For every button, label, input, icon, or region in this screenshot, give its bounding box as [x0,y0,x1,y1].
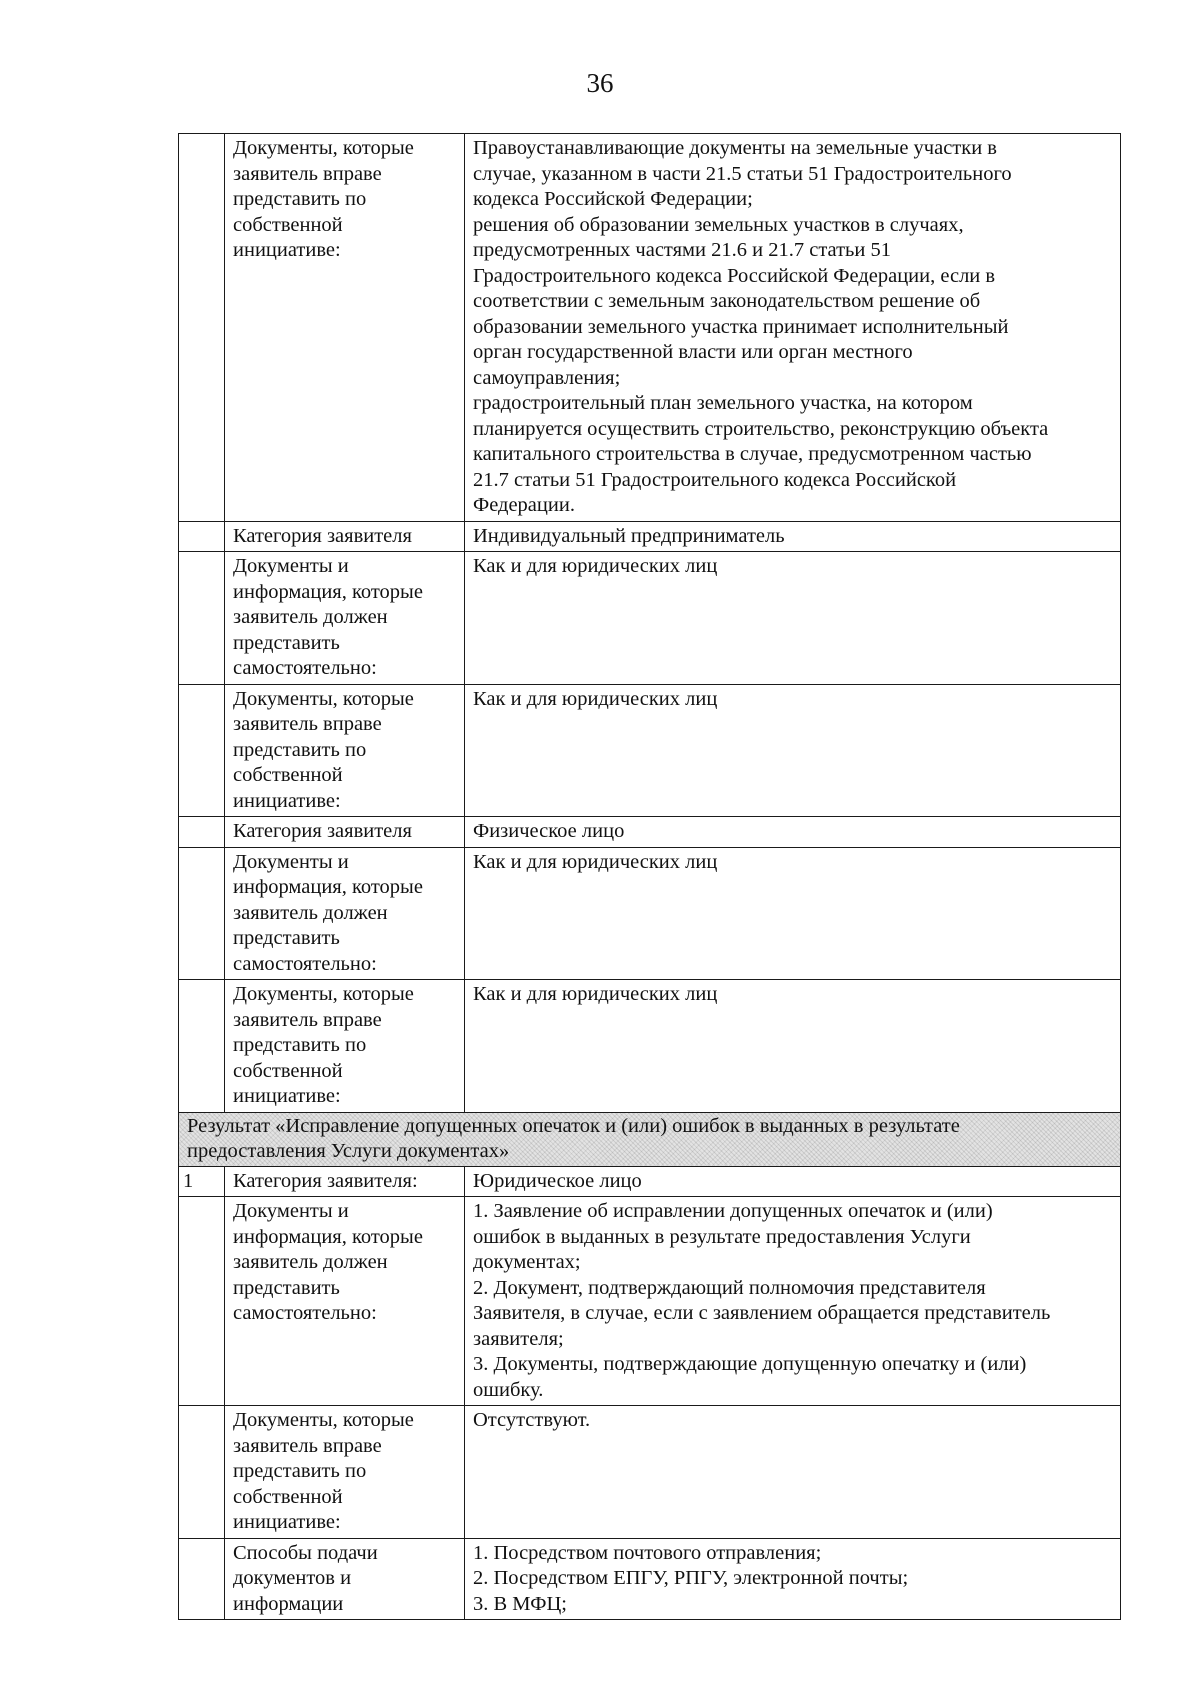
label-line: информация, которые [233,580,423,603]
label-line: заявитель должен [233,606,388,628]
value-line: заявителя; [473,1327,564,1350]
section-title-line: Результат «Исправление допущенных опечаток и (или) ошибок в выданных в результате [187,1114,960,1137]
label-line: представить по [233,1460,367,1482]
table-row [179,1197,1121,1406]
label-cell [225,134,465,522]
value-line: Индивидуальный предприниматель [473,524,785,547]
value-cell [465,521,1121,552]
table-row [179,552,1121,685]
value-line: капитального строительства в случае, предусмотренном частью [473,443,1032,465]
label-line: Категория заявителя [233,524,412,547]
label-line: Способы подачи [233,1541,378,1564]
value-line: 1. Посредством почтового отправления; [473,1541,822,1564]
label-line: представить по [233,1034,367,1056]
value-cell [465,134,1121,522]
value-line: случае, указанном в части 21.5 статьи 51 Градостроительного [473,162,1012,185]
table-row [179,1166,1121,1197]
label-cell [225,1406,465,1539]
section-header-row [179,1112,1121,1166]
label-line: самостоятельно: [233,657,377,679]
value-cell [465,847,1121,980]
value-line: Как и для юридических лиц [473,687,718,710]
value-cell [465,1406,1121,1539]
page-number: 36 [586,68,614,98]
label-line: инициативе: [233,1511,341,1533]
label-line: Категория заявителя: [233,1169,418,1192]
value-line: документах; [473,1251,581,1273]
label-line: заявитель вправе [233,1434,382,1457]
label-line: собственной [233,1485,343,1508]
table-row [179,980,1121,1113]
label-line: Документы, которые [233,687,414,710]
label-line: самостоятельно: [233,952,377,975]
row-number-cell [179,847,225,980]
value-line: предусмотренных частями 21.6 и 21.7 статьи 51 [473,239,891,261]
label-line: заявитель вправе [233,162,382,185]
row-number-cell [179,980,225,1113]
row-number-cell [179,552,225,685]
label-cell [225,521,465,552]
value-line: планируется осуществить строительство, реконструкцию объекта [473,417,1049,440]
label-line: инициативе: [233,239,341,261]
value-line: Юридическое лицо [473,1169,642,1192]
label-cell [225,817,465,848]
value-line: 2. Посредством ЕПГУ, РПГУ, электронной почты; [473,1567,909,1589]
row-number-cell [179,1538,225,1620]
label-cell [225,1166,465,1197]
label-line: представить [233,1276,340,1299]
label-line: представить [233,631,340,654]
label-line: представить [233,927,340,949]
section-title-cell [179,1112,1121,1166]
label-line: представить по [233,738,367,761]
value-line: Физическое лицо [473,820,625,842]
label-line: Документы и [233,1200,349,1222]
requirements-table [178,133,1121,1620]
value-cell [465,1538,1121,1620]
label-line: заявитель вправе [233,713,382,735]
value-cell [465,980,1121,1113]
row-number-cell [179,134,225,522]
label-line: информация, которые [233,876,423,898]
value-cell [465,684,1121,817]
value-cell [465,552,1121,685]
label-line: самостоятельно: [233,1302,377,1324]
label-line: заявитель вправе [233,1008,382,1031]
row-number-cell [179,684,225,817]
value-line: самоуправления; [473,366,621,389]
label-line: представить по [233,188,367,210]
row-number-cell [179,1197,225,1406]
label-line: Категория заявителя [233,820,412,842]
table-row [179,847,1121,980]
value-line: Градостроительного кодекса Российской Федерации, если в [473,264,996,287]
value-line: Как и для юридических лиц [473,555,718,577]
label-line: Документы, которые [233,983,414,1005]
label-line: инициативе: [233,789,341,812]
value-line: ошибку. [473,1378,544,1401]
value-line: градостроительный план земельного участка, на котором [473,392,973,414]
row-number-cell: 1 [179,1166,225,1197]
table-row [179,521,1121,552]
table-row [179,1538,1121,1620]
row-number-cell [179,1406,225,1539]
label-line: заявитель должен [233,1251,388,1273]
table-row [179,134,1121,522]
value-line: Как и для юридических лиц [473,850,718,873]
value-line: соответствии с земельным законодательством решение об [473,290,981,312]
value-line: 3. Документы, подтверждающие допущенную опечатку и (или) [473,1353,1027,1375]
label-line: собственной [233,213,343,236]
value-line: Правоустанавливающие документы на земельные участки в [473,137,997,159]
value-line: Отсутствуют. [473,1409,591,1431]
label-line: собственной [233,764,343,786]
label-line: Документы, которые [233,137,414,159]
label-line: документов и [233,1567,352,1589]
value-line: 1. Заявление об исправлении допущенных опечаток и (или) [473,1200,993,1222]
value-line: ошибок в выданных в результате предоставления Услуги [473,1225,971,1248]
value-line: Федерации. [473,494,575,516]
value-line: орган государственной власти или орган местного [473,341,913,363]
label-line: информации [233,1592,344,1615]
label-line: заявитель должен [233,901,388,924]
value-line: образовании земельного участка принимает исполнительный [473,315,1009,338]
row-number-cell [179,817,225,848]
value-line: кодекса Российской Федерации; [473,188,753,210]
value-line: Заявителя, в случае, если с заявлением обращается представитель [473,1302,1051,1324]
label-line: информация, которые [233,1225,423,1248]
value-cell [465,1197,1121,1406]
section-title-line: предоставления Услуги документах» [187,1140,510,1162]
label-line: Документы и [233,555,349,577]
row-number-cell [179,521,225,552]
value-line: 21.7 статьи 51 Градостроительного кодекса Российской [473,468,957,491]
value-line: решения об образовании земельных участков в случаях, [473,213,964,236]
label-line: собственной [233,1059,343,1082]
label-cell [225,1538,465,1620]
label-line: Документы, которые [233,1409,414,1431]
table-row [179,817,1121,848]
label-cell [225,980,465,1113]
label-line: инициативе: [233,1085,341,1107]
value-line: Как и для юридических лиц [473,983,718,1005]
label-cell [225,847,465,980]
value-line: 2. Документ, подтверждающий полномочия представителя [473,1276,986,1299]
value-cell [465,817,1121,848]
value-line: 3. В МФЦ; [473,1592,567,1615]
label-cell [225,552,465,685]
table-row [179,1406,1121,1539]
value-cell [465,1166,1121,1197]
label-line: Документы и [233,850,349,873]
label-cell [225,1197,465,1406]
table-row [179,684,1121,817]
label-cell [225,684,465,817]
